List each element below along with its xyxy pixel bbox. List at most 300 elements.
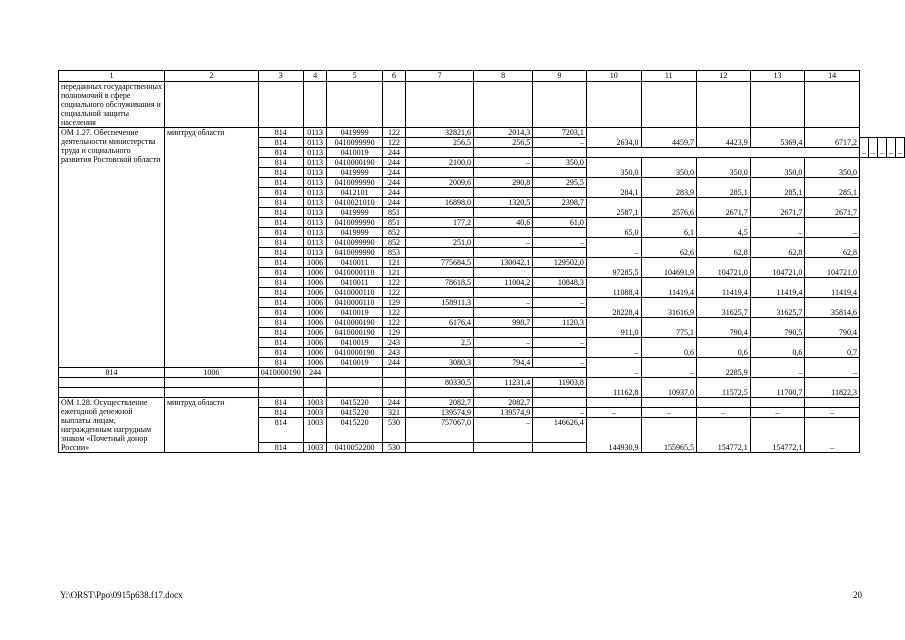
page-number: 20 — [853, 590, 862, 600]
value-cell: 11822,3 — [805, 378, 860, 398]
code-cell: 814 — [258, 128, 303, 138]
value-cell: 5369,4 — [750, 128, 805, 148]
responsible-cell: минтруд области — [164, 128, 258, 368]
code-cell — [382, 388, 406, 398]
empty-cell — [533, 168, 587, 178]
value-cell: 1120,3 — [533, 318, 587, 328]
code-cell: 122 — [382, 288, 406, 298]
table-row — [59, 82, 905, 128]
code-cell: 243 — [382, 338, 406, 348]
empty-cell — [697, 398, 751, 408]
code-cell: 0410000110 — [327, 268, 382, 278]
value-cell: 11700,7 — [750, 378, 805, 398]
description-cell: переданных государственных полномочий в сфере социального обслуживания и социальной защиты населения — [59, 82, 165, 128]
empty-cell — [406, 348, 474, 358]
code-cell: 814 — [258, 178, 303, 188]
code-cell: 122 — [382, 308, 406, 318]
code-cell: 1006 — [303, 288, 327, 298]
value-cell: 4,5 — [697, 218, 751, 238]
code-cell: 0419999 — [327, 128, 382, 138]
code-cell: 530 — [382, 418, 406, 443]
code-cell: 0419999 — [327, 228, 382, 238]
code-cell: 814 — [258, 418, 303, 443]
value-cell: – — [805, 408, 860, 418]
code-cell — [303, 388, 327, 398]
code-cell: 851 — [382, 218, 406, 228]
value-cell: – — [473, 418, 532, 443]
empty-cell — [533, 228, 587, 238]
value-cell: 62,8 — [750, 238, 805, 258]
code-cell: 814 — [258, 318, 303, 328]
value-cell: 11419,4 — [697, 278, 751, 298]
file-path: Y:\ORST\Ppo\0915p638.f17.docx — [60, 590, 183, 600]
value-cell: 62,8 — [805, 238, 860, 258]
value-cell: 350,0 — [586, 158, 641, 178]
code-cell — [382, 378, 406, 388]
value-cell: 2,5 — [406, 338, 474, 348]
code-cell: 814 — [258, 443, 303, 453]
value-cell: 0,7 — [805, 338, 860, 358]
code-cell: 244 — [382, 148, 406, 158]
empty-cell — [473, 308, 532, 318]
value-cell: 2285,9 — [697, 358, 751, 378]
code-cell: 0113 — [303, 158, 327, 168]
value-cell: 146626,4 — [533, 418, 587, 443]
code-cell: 0410019 — [327, 148, 382, 158]
empty-cell — [473, 348, 532, 358]
empty-cell — [164, 388, 258, 398]
value-cell: – — [533, 138, 587, 148]
code-cell — [258, 378, 303, 388]
empty-cell — [750, 82, 805, 128]
value-cell: 11903,8 — [533, 378, 587, 388]
empty-cell — [406, 82, 474, 128]
code-cell: 0410000190 — [258, 368, 303, 378]
code-cell: 1003 — [303, 443, 327, 453]
empty-cell — [406, 328, 474, 338]
empty-cell — [164, 82, 258, 128]
empty-cell — [805, 82, 860, 128]
value-cell: 11088,4 — [586, 278, 641, 298]
code-cell: 0410052200 — [327, 443, 382, 453]
column-header: 5 — [327, 71, 382, 82]
budget-table — [58, 70, 905, 453]
value-cell: – — [878, 138, 887, 158]
value-cell: 2671,7 — [750, 198, 805, 218]
value-cell: 65,0 — [586, 218, 641, 238]
code-cell: 244 — [382, 358, 406, 368]
value-cell: 775684,5 — [406, 258, 474, 268]
table-row — [59, 71, 905, 82]
code-cell: 814 — [258, 138, 303, 148]
code-cell: 814 — [258, 188, 303, 198]
code-cell: 814 — [258, 168, 303, 178]
code-cell: 244 — [382, 178, 406, 188]
code-cell: 0113 — [303, 248, 327, 258]
value-cell: 139574,9 — [406, 408, 474, 418]
column-header: 11 — [641, 71, 697, 82]
value-cell: – — [586, 338, 641, 358]
value-cell: – — [860, 138, 869, 158]
empty-cell — [533, 208, 587, 218]
code-cell: 0410099990 — [327, 248, 382, 258]
value-cell: 177,2 — [406, 218, 474, 228]
value-cell: – — [869, 138, 878, 158]
code-cell — [303, 378, 327, 388]
code-cell: 0410099990 — [327, 178, 382, 188]
value-cell: 350,0 — [805, 158, 860, 178]
value-cell: 31625,7 — [750, 298, 805, 318]
code-cell: 244 — [382, 198, 406, 208]
code-cell: 814 — [59, 368, 165, 378]
value-cell: – — [586, 238, 641, 258]
value-cell: 998,7 — [473, 318, 532, 328]
column-header: 14 — [805, 71, 860, 82]
value-cell: 78618,5 — [406, 278, 474, 288]
empty-cell — [533, 248, 587, 258]
code-cell: 0415220 — [327, 408, 382, 418]
value-cell: 2082,7 — [473, 398, 532, 408]
value-cell: 80330,5 — [406, 378, 474, 388]
code-cell: 853 — [382, 248, 406, 258]
code-cell: 1003 — [303, 398, 327, 408]
code-cell: 0113 — [303, 208, 327, 218]
value-cell: 256,5 — [406, 138, 474, 148]
code-cell: 243 — [382, 348, 406, 358]
empty-cell — [59, 378, 165, 388]
value-cell: 2671,7 — [805, 198, 860, 218]
value-cell: 2671,7 — [697, 198, 751, 218]
empty-cell — [406, 188, 474, 198]
value-cell: 2009,6 — [406, 178, 474, 188]
empty-cell — [533, 288, 587, 298]
value-cell: 2576,6 — [641, 198, 697, 218]
empty-cell — [382, 368, 406, 378]
value-cell: 11572,5 — [697, 378, 751, 398]
code-cell: 0410099990 — [327, 238, 382, 248]
description-cell: ОМ 1.28. Осуществление ежегодной денежной выплаты лицам, награжденным нагрудным знаком «Почетный донор России» — [59, 398, 165, 453]
empty-cell — [641, 398, 697, 408]
value-cell: 284,1 — [586, 178, 641, 198]
empty-cell — [473, 288, 532, 298]
value-cell: 790,4 — [697, 318, 751, 338]
value-cell: – — [750, 218, 805, 238]
column-header: 12 — [697, 71, 751, 82]
value-cell: 154772,1 — [750, 418, 805, 453]
empty-cell — [473, 328, 532, 338]
value-cell: 129502,0 — [533, 258, 587, 268]
value-cell: 285,1 — [697, 178, 751, 198]
code-cell: 814 — [258, 158, 303, 168]
code-cell: 814 — [258, 308, 303, 318]
value-cell: 139574,9 — [473, 408, 532, 418]
value-cell: 158911,3 — [406, 298, 474, 308]
code-cell: 1006 — [303, 308, 327, 318]
code-cell: 852 — [382, 228, 406, 238]
code-cell: 0410000110 — [327, 288, 382, 298]
code-cell: 122 — [382, 138, 406, 148]
value-cell: 295,5 — [533, 178, 587, 188]
code-cell: 1006 — [303, 348, 327, 358]
value-cell: – — [473, 338, 532, 348]
column-header: 7 — [406, 71, 474, 82]
empty-cell — [533, 82, 587, 128]
code-cell: 0113 — [303, 198, 327, 208]
value-cell: 11419,4 — [750, 278, 805, 298]
empty-cell — [586, 82, 641, 128]
value-cell: 350,0 — [533, 158, 587, 168]
code-cell: 1006 — [303, 318, 327, 328]
value-cell: – — [641, 408, 697, 418]
value-cell: 62,8 — [697, 238, 751, 258]
value-cell: 2398,7 — [533, 198, 587, 208]
value-cell: 35814,6 — [805, 298, 860, 318]
code-cell: 1006 — [164, 368, 258, 378]
column-header: 2 — [164, 71, 258, 82]
value-cell: 130042,1 — [473, 258, 532, 268]
code-cell: 814 — [258, 198, 303, 208]
value-cell: – — [805, 418, 860, 453]
value-cell: 40,6 — [473, 218, 532, 228]
empty-cell — [59, 388, 165, 398]
column-header: 9 — [533, 71, 587, 82]
value-cell: 790,5 — [750, 318, 805, 338]
value-cell: 2014,3 — [473, 128, 532, 138]
value-cell: 31616,9 — [641, 298, 697, 318]
column-header: 3 — [258, 71, 303, 82]
code-cell: 0412101 — [327, 188, 382, 198]
value-cell: 283,9 — [641, 178, 697, 198]
code-cell: 0113 — [303, 188, 327, 198]
code-cell: 0410011 — [327, 258, 382, 268]
code-cell: 122 — [382, 278, 406, 288]
code-cell: 814 — [258, 338, 303, 348]
value-cell: 31625,7 — [697, 298, 751, 318]
empty-cell — [473, 228, 532, 238]
code-cell: 121 — [382, 268, 406, 278]
empty-cell — [533, 328, 587, 338]
value-cell: 97285,5 — [586, 258, 641, 278]
code-cell: 0113 — [303, 218, 327, 228]
empty-cell — [586, 398, 641, 408]
value-cell: – — [533, 338, 587, 348]
value-cell: 290,8 — [473, 178, 532, 188]
empty-cell — [327, 368, 382, 378]
empty-cell — [258, 82, 303, 128]
code-cell: 814 — [258, 228, 303, 238]
code-cell: 1003 — [303, 418, 327, 443]
code-cell: 0410019 — [327, 358, 382, 368]
code-cell: 0113 — [303, 238, 327, 248]
value-cell: 911,0 — [586, 318, 641, 338]
value-cell: 2100,0 — [406, 158, 474, 168]
code-cell: 814 — [258, 258, 303, 268]
code-cell: 0410019 — [327, 338, 382, 348]
empty-cell — [750, 398, 805, 408]
value-cell: – — [750, 358, 805, 378]
value-cell: 6176,4 — [406, 318, 474, 328]
column-header: 1 — [59, 71, 165, 82]
code-cell — [327, 378, 382, 388]
value-cell: 285,1 — [750, 178, 805, 198]
empty-cell — [382, 82, 406, 128]
empty-cell — [473, 168, 532, 178]
code-cell: 814 — [258, 148, 303, 158]
code-cell: 129 — [382, 328, 406, 338]
code-cell: 814 — [258, 408, 303, 418]
code-cell: 814 — [258, 208, 303, 218]
value-cell: 28228,4 — [586, 298, 641, 318]
value-cell: 11231,4 — [473, 378, 532, 388]
value-cell: – — [697, 408, 751, 418]
empty-cell — [303, 82, 327, 128]
description-cell: ОМ 1.27. Обеспечение деятельности министерства труда и социального развития Ростовской области — [59, 128, 165, 368]
code-cell: 851 — [382, 208, 406, 218]
code-cell: 1006 — [303, 338, 327, 348]
value-cell: – — [586, 408, 641, 418]
value-cell: – — [641, 358, 697, 378]
code-cell: 0410019 — [327, 308, 382, 318]
code-cell: 122 — [382, 318, 406, 328]
empty-cell — [327, 82, 382, 128]
value-cell: – — [473, 298, 532, 308]
code-cell: 0113 — [303, 178, 327, 188]
empty-cell — [533, 188, 587, 198]
empty-cell — [406, 268, 474, 278]
code-cell: 0419999 — [327, 168, 382, 178]
value-cell: 10848,3 — [533, 278, 587, 288]
value-cell: 4423,9 — [697, 128, 751, 148]
code-cell: 0415220 — [327, 418, 382, 443]
value-cell: 251,0 — [406, 238, 474, 248]
code-cell: 0113 — [303, 128, 327, 138]
empty-cell — [164, 378, 258, 388]
value-cell: 32821,6 — [406, 128, 474, 138]
code-cell: 814 — [258, 278, 303, 288]
code-cell: 0410011 — [327, 278, 382, 288]
code-cell: 244 — [303, 368, 327, 378]
column-header: 6 — [382, 71, 406, 82]
empty-cell — [533, 348, 587, 358]
value-cell: 11004,2 — [473, 278, 532, 288]
value-cell: 2587,1 — [586, 198, 641, 218]
value-cell: 11162,8 — [586, 378, 641, 398]
empty-cell — [406, 368, 474, 378]
code-cell: 0410099990 — [327, 218, 382, 228]
table-row — [59, 398, 905, 408]
value-cell: 0,6 — [750, 338, 805, 358]
code-cell: 814 — [258, 298, 303, 308]
code-cell: 0113 — [303, 228, 327, 238]
empty-cell — [533, 268, 587, 278]
empty-cell — [805, 398, 860, 408]
column-header: 4 — [303, 71, 327, 82]
code-cell: 244 — [382, 168, 406, 178]
code-cell: 1006 — [303, 278, 327, 288]
value-cell: 104721,0 — [805, 258, 860, 278]
value-cell: 6717,2 — [805, 128, 860, 148]
value-cell: 11419,4 — [641, 278, 697, 298]
empty-cell — [406, 443, 474, 453]
responsible-cell: минтруд области — [164, 398, 258, 453]
value-cell: – — [586, 358, 641, 378]
value-cell: 10937,0 — [641, 378, 697, 398]
column-header: 13 — [750, 71, 805, 82]
code-cell: 0410000190 — [327, 318, 382, 328]
value-cell: 2634,0 — [586, 128, 641, 148]
code-cell — [327, 388, 382, 398]
empty-cell — [641, 82, 697, 128]
code-cell — [258, 388, 303, 398]
empty-cell — [533, 388, 587, 398]
code-cell: 0113 — [303, 168, 327, 178]
code-cell: 0410000190 — [327, 348, 382, 358]
code-cell: 0419999 — [327, 208, 382, 218]
code-cell: 814 — [258, 238, 303, 248]
value-cell: – — [805, 218, 860, 238]
value-cell: 11419,4 — [805, 278, 860, 298]
code-cell: 814 — [258, 218, 303, 228]
value-cell: 350,0 — [641, 158, 697, 178]
empty-cell — [697, 82, 751, 128]
value-cell: – — [473, 238, 532, 248]
value-cell: 775,1 — [641, 318, 697, 338]
value-cell: 104691,9 — [641, 258, 697, 278]
empty-cell — [473, 388, 532, 398]
empty-cell — [533, 308, 587, 318]
empty-cell — [406, 248, 474, 258]
value-cell: 4459,7 — [641, 128, 697, 148]
code-cell: 1006 — [303, 358, 327, 368]
code-cell: 0410021010 — [327, 198, 382, 208]
code-cell: 0415220 — [327, 398, 382, 408]
value-cell: 285,1 — [805, 178, 860, 198]
code-cell: 1003 — [303, 408, 327, 418]
empty-cell — [533, 443, 587, 453]
code-cell: 0410000190 — [327, 158, 382, 168]
value-cell: – — [896, 138, 905, 158]
code-cell: 121 — [382, 258, 406, 268]
value-cell: 350,0 — [697, 158, 751, 178]
code-cell: 814 — [258, 268, 303, 278]
value-cell: 256,5 — [473, 138, 532, 148]
empty-cell — [533, 148, 587, 158]
value-cell: 154772,1 — [697, 418, 751, 453]
value-cell: – — [533, 298, 587, 308]
code-cell: 814 — [258, 288, 303, 298]
empty-cell — [473, 248, 532, 258]
empty-cell — [473, 148, 532, 158]
value-cell: – — [533, 408, 587, 418]
code-cell: 814 — [258, 348, 303, 358]
code-cell: 530 — [382, 443, 406, 453]
column-header: 8 — [473, 71, 532, 82]
value-cell: 144930,9 — [586, 418, 641, 453]
empty-cell — [406, 388, 474, 398]
value-cell: – — [533, 358, 587, 368]
value-cell: 104721,0 — [697, 258, 751, 278]
code-cell: 0113 — [303, 138, 327, 148]
code-cell: 321 — [382, 408, 406, 418]
value-cell — [533, 398, 587, 408]
empty-cell — [473, 82, 532, 128]
empty-cell — [473, 188, 532, 198]
value-cell: 2082,7 — [406, 398, 474, 408]
code-cell: 1006 — [303, 268, 327, 278]
code-cell: 129 — [382, 298, 406, 308]
value-cell: – — [533, 238, 587, 248]
value-cell: – — [805, 358, 860, 378]
